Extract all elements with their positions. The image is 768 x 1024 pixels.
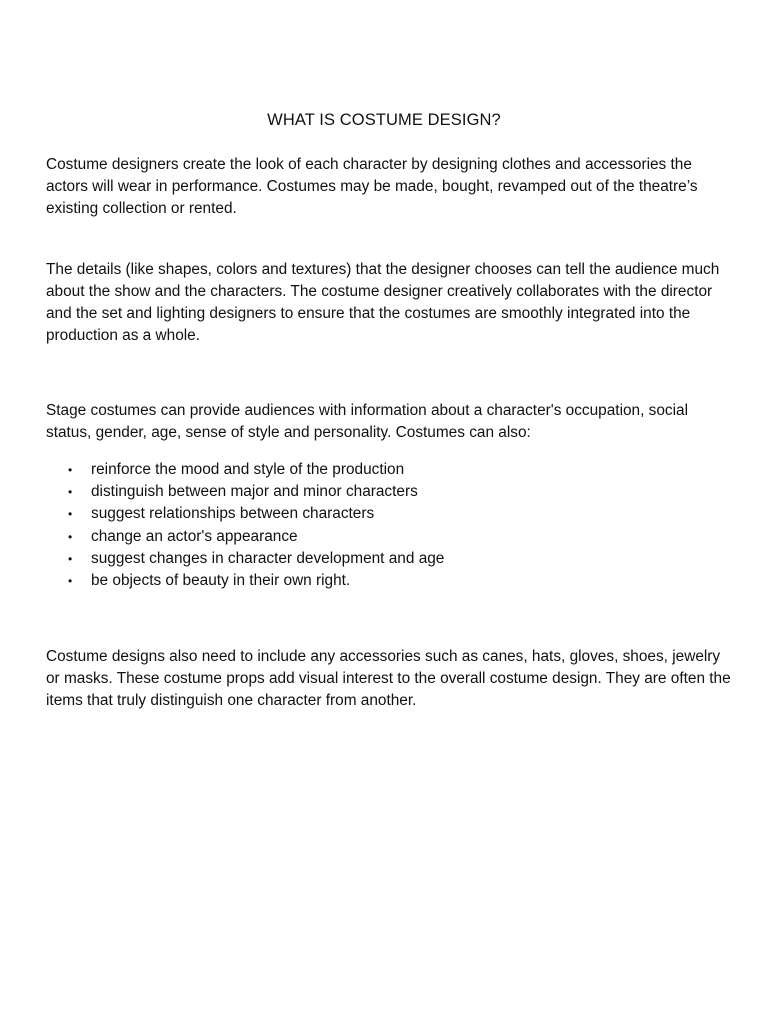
bullet-icon: • bbox=[68, 507, 73, 522]
list-item bbox=[46, 459, 736, 481]
list-item-text: suggest changes in character development and age bbox=[91, 549, 445, 567]
page-title: WHAT IS COSTUME DESIGN? bbox=[267, 111, 501, 129]
list-item-text: distinguish between major and minor characters bbox=[91, 483, 418, 501]
list-item-text: be objects of beauty in their own right. bbox=[91, 572, 351, 590]
bullet-icon: • bbox=[68, 485, 73, 500]
bullet-icon: • bbox=[68, 551, 73, 566]
paragraph-stage-costumes: Stage costumes can provide audiences with information about a character's occupation, social status, gender, age, sense of style and personality. Costumes can also: bbox=[46, 402, 689, 441]
list-item-text: reinforce the mood and style of the production bbox=[91, 461, 405, 478]
list-item bbox=[46, 481, 736, 503]
list-item bbox=[46, 548, 736, 570]
paragraph-details: The details (like shapes, colors and textures) that the designer chooses can tell the audience much about the show and the characters. The costume designer creatively collaborates with the director and the set and lighting designers to ensure that the costumes are smoothly integrated into the production as a whole. bbox=[46, 261, 720, 344]
list-item bbox=[46, 526, 736, 548]
list-item-text: change an actor's appearance bbox=[91, 527, 298, 545]
list-item bbox=[46, 570, 736, 592]
bullet-list bbox=[46, 459, 736, 592]
list-item bbox=[46, 503, 736, 525]
paragraph-accessories: Costume designs also need to include any accessories such as canes, hats, gloves, shoes, jewelry or masks. These costume props add visual interest to the overall costume design. They are often the items that truly distinguish one character from another. bbox=[46, 648, 731, 709]
bullet-icon: • bbox=[68, 463, 73, 477]
bullet-icon: • bbox=[68, 574, 73, 589]
paragraph-intro: Costume designers create the look of each character by designing clothes and accessories the actors will wear in performance. Costumes may be made, bought, revamped out of the theatre’s existing collection or rented. bbox=[46, 156, 698, 217]
bullet-icon: • bbox=[68, 529, 73, 544]
list-item-text: suggest relationships between characters bbox=[91, 505, 375, 523]
